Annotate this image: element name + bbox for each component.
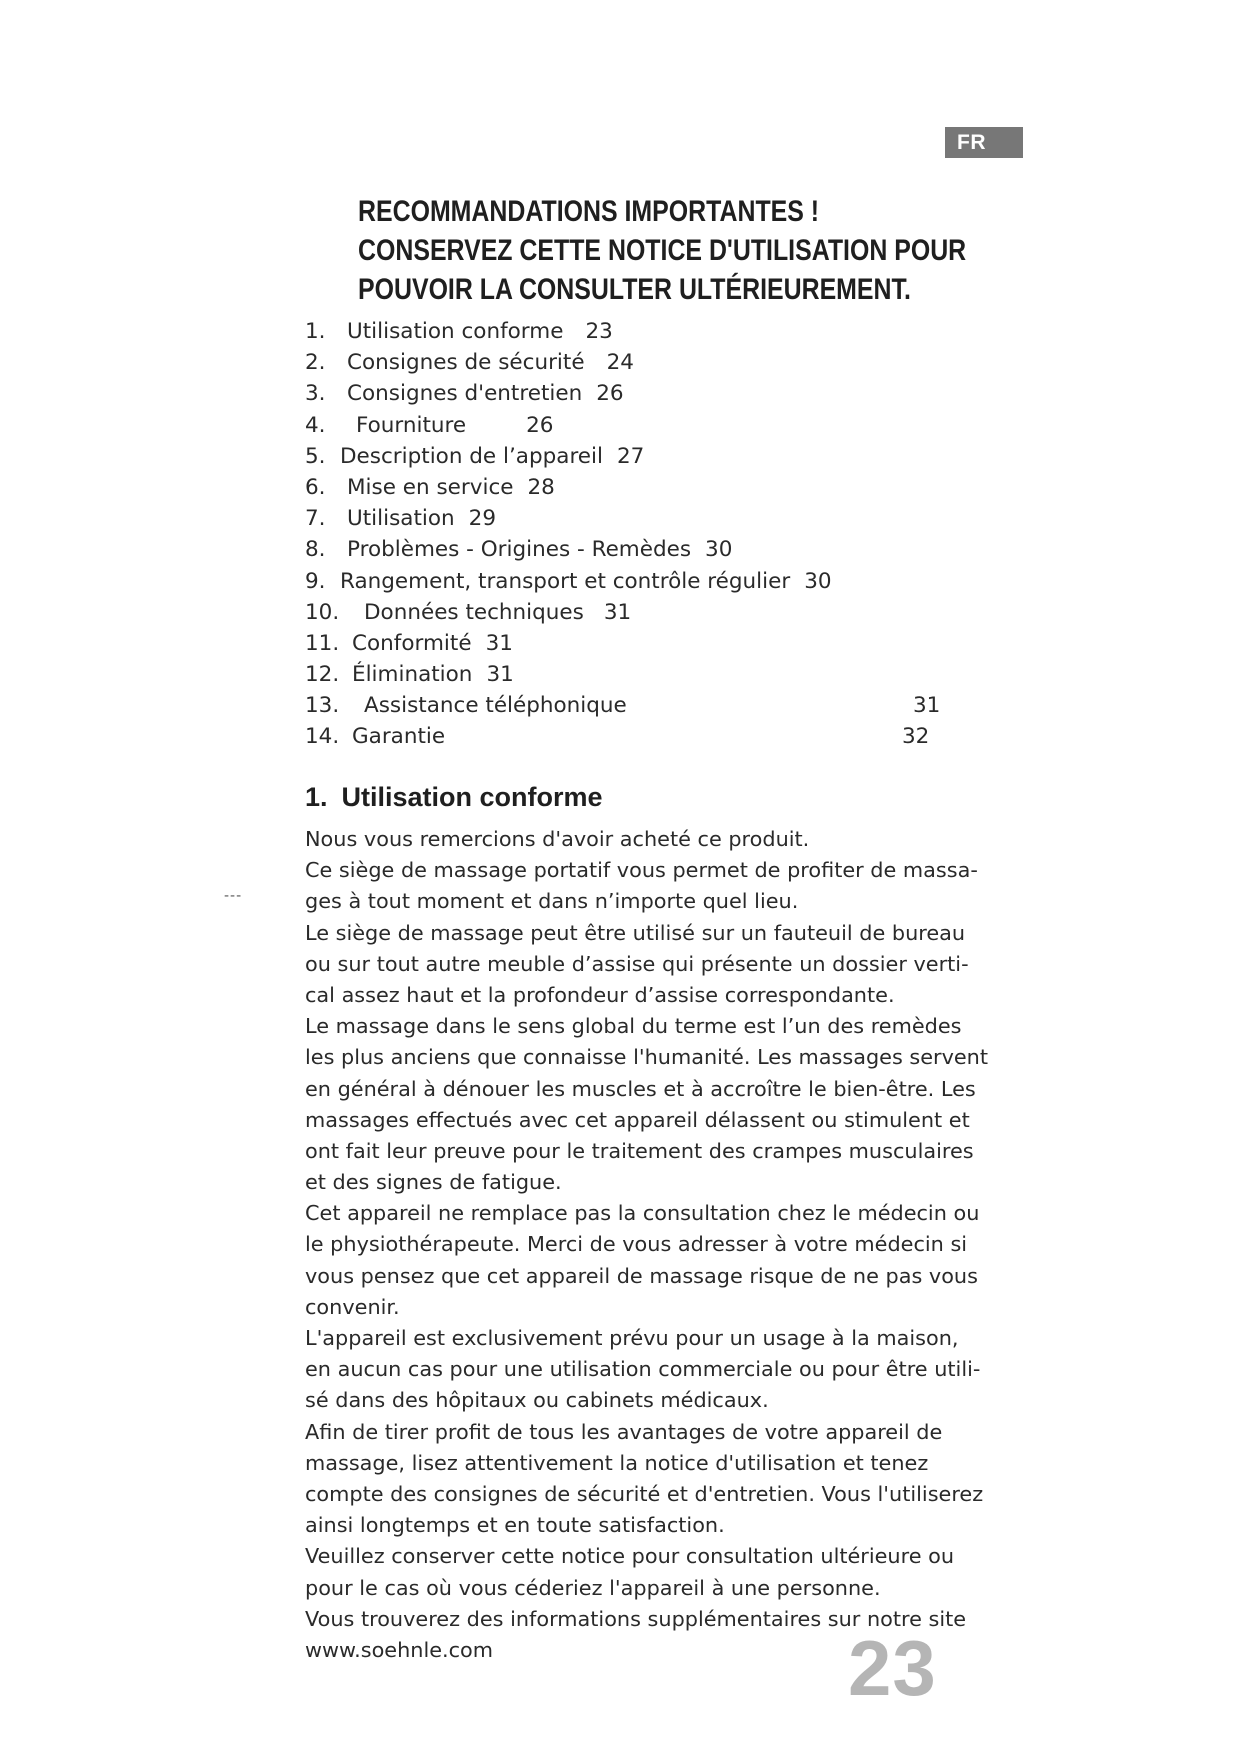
toc-entry xyxy=(305,628,945,659)
section-heading xyxy=(305,780,603,814)
toc-entry-title: Assistance téléphonique xyxy=(364,693,627,719)
body-line: massages effectués avec cet appareil délassent ou stimulent et xyxy=(305,1107,970,1132)
toc-entry xyxy=(305,503,945,534)
toc-entry xyxy=(305,441,945,472)
toc-entry-title: Consignes d'entretien xyxy=(347,381,583,407)
toc-entry-title: Mise en service xyxy=(347,474,514,500)
body-line: en général à dénouer les muscles et à accroître le bien-être. Les xyxy=(305,1076,976,1101)
body-line: Ce siège de massage portatif vous permet de profiter de massa- xyxy=(305,858,978,883)
toc-entry-title: Consignes de sécurité xyxy=(347,350,585,376)
toc-entry-title: Garantie xyxy=(352,724,446,750)
toc-entry-title: Élimination xyxy=(352,662,473,688)
toc-entry-number: 13. xyxy=(305,693,340,719)
body-line: Vous trouverez des informations supplémentaires sur notre site xyxy=(305,1606,967,1631)
toc-entry-number: 3. xyxy=(305,381,326,407)
toc-entry-number: 6. xyxy=(305,474,326,500)
body-line: convenir. xyxy=(305,1294,400,1319)
language-badge: FR xyxy=(945,127,1023,158)
toc-entry-page: 30 xyxy=(804,568,832,594)
toc-entry-page: 31 xyxy=(485,630,513,656)
toc-entry-number: 9. xyxy=(305,568,326,594)
body-line: et des signes de fatigue. xyxy=(305,1170,562,1195)
toc-entry xyxy=(305,566,945,597)
body-line: Le massage dans le sens global du terme est l’un des remèdes xyxy=(305,1014,962,1039)
toc-entry-page: 32 xyxy=(902,724,930,750)
table-of-contents xyxy=(305,316,945,753)
toc-entry-title: Description de l’appareil xyxy=(340,443,603,469)
toc-entry-page: 26 xyxy=(596,381,624,407)
toc-entry-number: 11. xyxy=(305,630,340,656)
toc-entry xyxy=(305,472,945,503)
toc-entry-number: 4. xyxy=(305,412,326,438)
page-number: 23 xyxy=(848,1624,937,1712)
body-line: les plus anciens que connaisse l'humanité. Les massages servent xyxy=(305,1045,989,1070)
body-line: pour le cas où vous céderiez l'appareil à une personne. xyxy=(305,1575,881,1600)
toc-entry-page: 23 xyxy=(585,319,613,344)
toc-entry-page: 31 xyxy=(486,662,514,688)
body-text xyxy=(305,824,989,1666)
body-line: vous pensez que cet appareil de massage risque de ne pas vous xyxy=(305,1263,978,1288)
toc-entry-title: Rangement, transport et contrôle régulier xyxy=(340,568,791,594)
toc-entry-page: 30 xyxy=(705,537,733,563)
website-link[interactable]: www.soehnle.com xyxy=(305,1637,494,1662)
body-line: cal assez haut et la profondeur d’assise correspondante. xyxy=(305,982,895,1007)
toc-entry xyxy=(305,690,945,721)
toc-entry xyxy=(305,659,945,690)
margin-mark: --- xyxy=(224,888,243,904)
toc-entry-page: 26 xyxy=(526,412,554,438)
heading-line-2: CONSERVEZ CETTE NOTICE D'UTILISATION POUR xyxy=(358,234,967,267)
toc-entry xyxy=(305,316,945,347)
toc-entry xyxy=(305,347,945,378)
body-line: sé dans des hôpitaux ou cabinets médicaux. xyxy=(305,1388,769,1413)
heading-line-1: RECOMMANDATIONS IMPORTANTES ! xyxy=(358,195,820,228)
body-line: massage, lisez attentivement la notice d'utilisation et tenez xyxy=(305,1450,929,1475)
page-heading xyxy=(358,192,967,309)
toc-entry-page: 29 xyxy=(468,506,497,532)
body-line: Cet appareil ne remplace pas la consultation chez le médecin ou xyxy=(305,1201,980,1226)
toc-entry-title: Utilisation conforme xyxy=(347,319,564,344)
body-line: Afin de tirer profit de tous les avantages de votre appareil de xyxy=(305,1419,943,1444)
section-title: Utilisation conforme xyxy=(341,782,603,812)
body-line: Veuillez conserver cette notice pour consultation ultérieure ou xyxy=(305,1544,955,1569)
body-line: en aucun cas pour une utilisation commerciale ou pour être utili- xyxy=(305,1357,981,1382)
body-line: ges à tout moment et dans n’importe quel lieu. xyxy=(305,889,799,914)
body-line: le physiothérapeute. Merci de vous adresser à votre médecin si xyxy=(305,1232,968,1257)
toc-entry-title: Données techniques xyxy=(364,599,584,625)
toc-entry-page: 24 xyxy=(606,350,634,376)
toc-entry-title: Utilisation xyxy=(347,506,455,532)
toc-entry-number: 8. xyxy=(305,537,326,563)
toc-entry-number: 2. xyxy=(305,350,326,376)
body-line: Le siège de massage peut être utilisé sur un fauteuil de bureau xyxy=(305,920,966,945)
toc-entry-title: Problèmes - Origines - Remèdes xyxy=(347,537,692,563)
toc-entry-number: 7. xyxy=(305,506,326,532)
body-line: ou sur tout autre meuble d’assise qui présente un dossier verti- xyxy=(305,951,969,976)
body-line: ainsi longtemps et en toute satisfaction. xyxy=(305,1513,725,1538)
toc-entry xyxy=(305,410,945,441)
toc-entry-number: 12. xyxy=(305,662,340,688)
section-number: 1. xyxy=(305,782,328,812)
heading-line-3: POUVOIR LA CONSULTER ULTÉRIEUREMENT. xyxy=(358,273,911,306)
body-line: compte des consignes de sécurité et d'entretien. Vous l'utiliserez xyxy=(305,1481,984,1506)
toc-entry-title: Fourniture xyxy=(356,412,467,438)
toc-entry-title: Conformité xyxy=(352,630,472,656)
toc-entry xyxy=(305,721,945,752)
toc-entry-page: 27 xyxy=(617,443,645,469)
toc-entry-number: 14. xyxy=(305,724,340,750)
toc-entry-page: 31 xyxy=(913,693,941,719)
toc-entry-number: 1. xyxy=(305,319,326,344)
toc-entry xyxy=(305,597,945,628)
body-line: L'appareil est exclusivement prévu pour un usage à la maison, xyxy=(305,1326,959,1350)
body-line: Nous vous remercions d'avoir acheté ce produit. xyxy=(305,827,810,851)
toc-entry xyxy=(305,534,945,565)
toc-entry-page: 31 xyxy=(603,599,632,625)
toc-entry-number: 10. xyxy=(305,599,340,625)
toc-entry-number: 5. xyxy=(305,443,326,469)
toc-entry-page: 28 xyxy=(527,474,555,500)
body-line: ont fait leur preuve pour le traitement des crampes musculaires xyxy=(305,1138,974,1163)
toc-entry xyxy=(305,378,945,409)
